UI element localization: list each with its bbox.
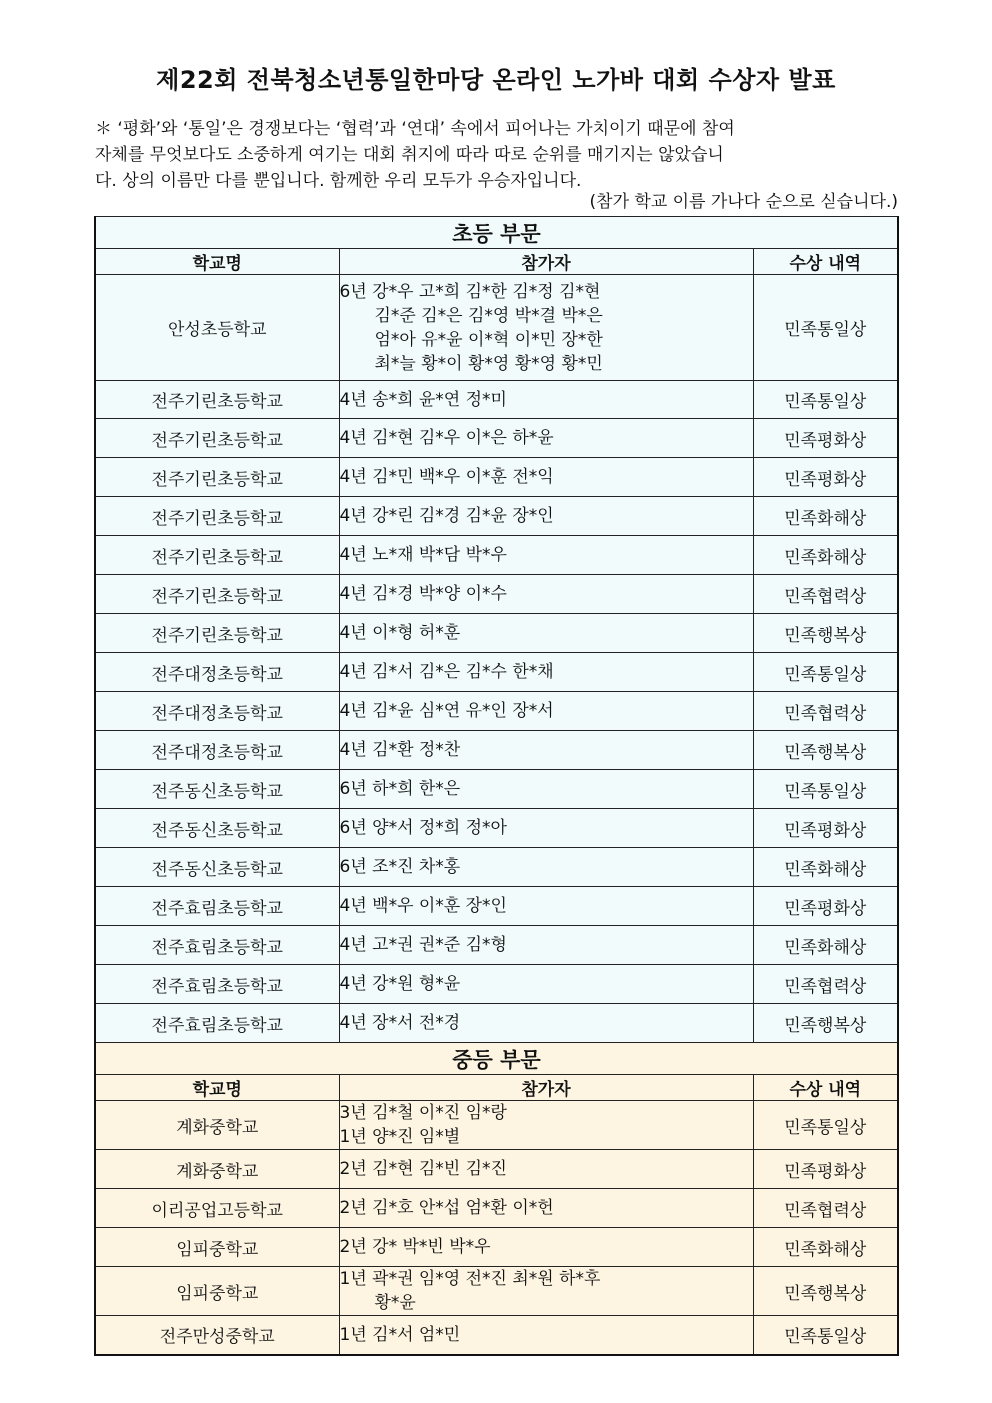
participants-cell xyxy=(339,1316,753,1355)
participant-line: 엄*아 유*윤 이*혁 이*민 장*한 xyxy=(374,329,603,350)
award-name: 민족평화상 xyxy=(753,887,898,926)
participant-line: 4년 이*형 허*훈 xyxy=(339,623,461,643)
participants-cell xyxy=(339,887,753,926)
table-row xyxy=(95,1267,898,1316)
participant-line: 6년 조*진 차*홍 xyxy=(339,857,461,877)
award-name: 민족협력상 xyxy=(753,575,898,614)
notice-paragraph xyxy=(95,116,898,194)
participant-line: 4년 노*재 박*담 박*우 xyxy=(339,545,507,565)
notice-line: 다. 상의 이름만 다를 뿐입니다. 함께한 우리 모두가 우승자입니다. xyxy=(95,171,582,191)
award-name: 민족화해상 xyxy=(753,926,898,965)
participant-line: 4년 김*서 김*은 김*수 한*채 xyxy=(339,662,554,682)
award-name: 민족통일상 xyxy=(753,381,898,419)
award-name: 민족평화상 xyxy=(753,458,898,497)
participants-cell xyxy=(339,575,753,614)
school-name: 안성초등학교 xyxy=(95,275,339,381)
award-name: 민족평화상 xyxy=(753,809,898,848)
section-title: 초등 부문 xyxy=(95,217,898,249)
award-name: 민족평화상 xyxy=(753,419,898,458)
table-row xyxy=(95,731,898,770)
column-header-row xyxy=(95,1075,898,1101)
participant-line: 3년 김*철 이*진 임*랑 xyxy=(339,1103,507,1123)
column-header-participants: 참가자 xyxy=(339,1075,753,1101)
participant-line: 황*윤 xyxy=(374,1293,416,1313)
award-name: 민족행복상 xyxy=(753,731,898,770)
school-name: 계화중학교 xyxy=(95,1101,339,1150)
school-name: 전주동신초등학교 xyxy=(95,809,339,848)
awards-table xyxy=(94,216,899,1356)
school-name: 전주효림초등학교 xyxy=(95,1004,339,1043)
column-header-participants: 참가자 xyxy=(339,249,753,275)
participants-cell xyxy=(339,1189,753,1228)
participant-line: 최*늘 황*이 황*영 황*영 황*민 xyxy=(374,353,603,374)
table-row xyxy=(95,381,898,419)
table-row xyxy=(95,1101,898,1150)
column-header-award: 수상 내역 xyxy=(753,249,898,275)
table-row xyxy=(95,575,898,614)
participant-line: 4년 김*환 정*찬 xyxy=(339,740,461,760)
notice-line: ＊ ‘평화’와 ‘통일’은 경쟁보다는 ‘협력’과 ‘연대’ 속에서 피어나는 가치이기 때문에 참여 xyxy=(95,119,735,139)
table-row xyxy=(95,887,898,926)
table-row xyxy=(95,809,898,848)
award-name: 민족행복상 xyxy=(753,614,898,653)
participant-line: 4년 김*경 박*양 이*수 xyxy=(339,584,507,604)
column-header-school: 학교명 xyxy=(95,249,339,275)
participant-line: 2년 김*현 김*빈 김*진 xyxy=(339,1159,507,1179)
participants-cell xyxy=(339,497,753,536)
school-name: 전주동신초등학교 xyxy=(95,848,339,887)
participant-line: 2년 강* 박*빈 박*우 xyxy=(339,1237,491,1257)
award-name: 민족협력상 xyxy=(753,1189,898,1228)
school-name: 전주기린초등학교 xyxy=(95,575,339,614)
school-name: 전주기린초등학교 xyxy=(95,381,339,419)
middle-section-header xyxy=(95,1043,898,1075)
table-row xyxy=(95,653,898,692)
participants-cell xyxy=(339,848,753,887)
participants-cell xyxy=(339,1267,753,1316)
participants-cell xyxy=(339,926,753,965)
participant-line: 6년 양*서 정*희 정*아 xyxy=(339,818,507,838)
award-name: 민족화해상 xyxy=(753,497,898,536)
school-name: 전주효림초등학교 xyxy=(95,887,339,926)
participant-line: 1년 김*서 엄*민 xyxy=(339,1324,461,1345)
elementary-section-header xyxy=(95,217,898,249)
table-row xyxy=(95,497,898,536)
participants-cell xyxy=(339,731,753,770)
table-row xyxy=(95,770,898,809)
school-name: 전주기린초등학교 xyxy=(95,458,339,497)
award-name: 민족통일상 xyxy=(753,275,898,381)
school-name: 전주효림초등학교 xyxy=(95,965,339,1004)
table-row xyxy=(95,419,898,458)
column-header-row xyxy=(95,249,898,275)
school-name: 전주기린초등학교 xyxy=(95,419,339,458)
participants-cell xyxy=(339,809,753,848)
school-name: 전주대정초등학교 xyxy=(95,653,339,692)
table-row xyxy=(95,692,898,731)
participants-cell xyxy=(339,419,753,458)
table-row xyxy=(95,275,898,381)
participants-cell xyxy=(339,653,753,692)
award-name: 민족통일상 xyxy=(753,653,898,692)
table-row xyxy=(95,965,898,1004)
award-name: 민족통일상 xyxy=(753,1316,898,1355)
school-name: 전주기린초등학교 xyxy=(95,536,339,575)
table-row xyxy=(95,848,898,887)
school-name: 전주동신초등학교 xyxy=(95,770,339,809)
school-name: 임피중학교 xyxy=(95,1267,339,1316)
table-row xyxy=(95,536,898,575)
school-name: 전주기린초등학교 xyxy=(95,614,339,653)
participant-line: 4년 고*권 권*준 김*형 xyxy=(339,935,507,955)
participants-cell xyxy=(339,1150,753,1189)
participants-cell xyxy=(339,1004,753,1043)
participants-cell xyxy=(339,770,753,809)
participants-cell xyxy=(339,458,753,497)
award-name: 민족행복상 xyxy=(753,1004,898,1043)
participant-line: 4년 송*희 윤*연 정*미 xyxy=(339,389,507,410)
school-name: 전주기린초등학교 xyxy=(95,497,339,536)
participant-line: 4년 강*원 형*윤 xyxy=(339,974,461,994)
school-name: 전주만성중학교 xyxy=(95,1316,339,1355)
school-name: 계화중학교 xyxy=(95,1150,339,1189)
award-name: 민족행복상 xyxy=(753,1267,898,1316)
column-header-award: 수상 내역 xyxy=(753,1075,898,1101)
school-name: 임피중학교 xyxy=(95,1228,339,1267)
award-name: 민족화해상 xyxy=(753,536,898,575)
table-row xyxy=(95,1004,898,1043)
school-name: 전주효림초등학교 xyxy=(95,926,339,965)
table-row xyxy=(95,614,898,653)
school-name: 전주대정초등학교 xyxy=(95,731,339,770)
table-row xyxy=(95,1150,898,1189)
participants-cell xyxy=(339,381,753,419)
column-header-school: 학교명 xyxy=(95,1075,339,1101)
participant-line: 김*준 김*은 김*영 박*결 박*은 xyxy=(374,305,603,326)
participant-line: 6년 강*우 고*희 김*한 김*정 김*현 xyxy=(339,281,601,302)
participants-cell xyxy=(339,275,753,381)
participants-cell xyxy=(339,965,753,1004)
participant-line: 6년 하*희 한*은 xyxy=(339,779,461,799)
table-row xyxy=(95,458,898,497)
participant-line: 4년 강*린 김*경 김*윤 장*인 xyxy=(339,506,554,526)
school-name: 이리공업고등학교 xyxy=(95,1189,339,1228)
participant-line: 4년 김*윤 심*연 유*인 장*서 xyxy=(339,701,554,721)
table-row xyxy=(95,1189,898,1228)
table-row xyxy=(95,926,898,965)
award-name: 민족화해상 xyxy=(753,848,898,887)
participants-cell xyxy=(339,614,753,653)
participants-cell xyxy=(339,692,753,731)
award-name: 민족화해상 xyxy=(753,1228,898,1267)
table-row xyxy=(95,1316,898,1355)
awards-table-body xyxy=(95,217,898,1355)
participants-cell xyxy=(339,1228,753,1267)
participant-line: 2년 김*호 안*섭 엄*환 이*헌 xyxy=(339,1198,554,1218)
participant-line: 1년 곽*권 임*영 전*진 최*원 하*후 xyxy=(339,1269,601,1289)
award-name: 민족협력상 xyxy=(753,965,898,1004)
table-row xyxy=(95,1228,898,1267)
participants-cell xyxy=(339,1101,753,1150)
participant-line: 4년 장*서 전*경 xyxy=(339,1013,461,1033)
participant-line: 1년 양*진 임*별 xyxy=(339,1127,461,1147)
section-title: 중등 부문 xyxy=(95,1043,898,1075)
award-name: 민족평화상 xyxy=(753,1150,898,1189)
participant-line: 4년 김*민 백*우 이*훈 전*익 xyxy=(339,467,554,487)
award-name: 민족통일상 xyxy=(753,1101,898,1150)
notice-line: 자체를 무엇보다도 소중하게 여기는 대회 취지에 따라 따로 순위를 매기지는 않았습니 xyxy=(95,145,724,165)
participant-line: 4년 백*우 이*훈 장*인 xyxy=(339,896,507,916)
award-name: 민족협력상 xyxy=(753,692,898,731)
school-name: 전주대정초등학교 xyxy=(95,692,339,731)
document-title: 제22회 전북청소년통일한마당 온라인 노가바 대회 수상자 발표 xyxy=(156,66,836,94)
award-name: 민족통일상 xyxy=(753,770,898,809)
participants-cell xyxy=(339,536,753,575)
sort-note: (참가 학교 이름 가나다 순으로 싣습니다.) xyxy=(589,192,898,212)
participant-line: 4년 김*현 김*우 이*은 하*윤 xyxy=(339,428,554,448)
